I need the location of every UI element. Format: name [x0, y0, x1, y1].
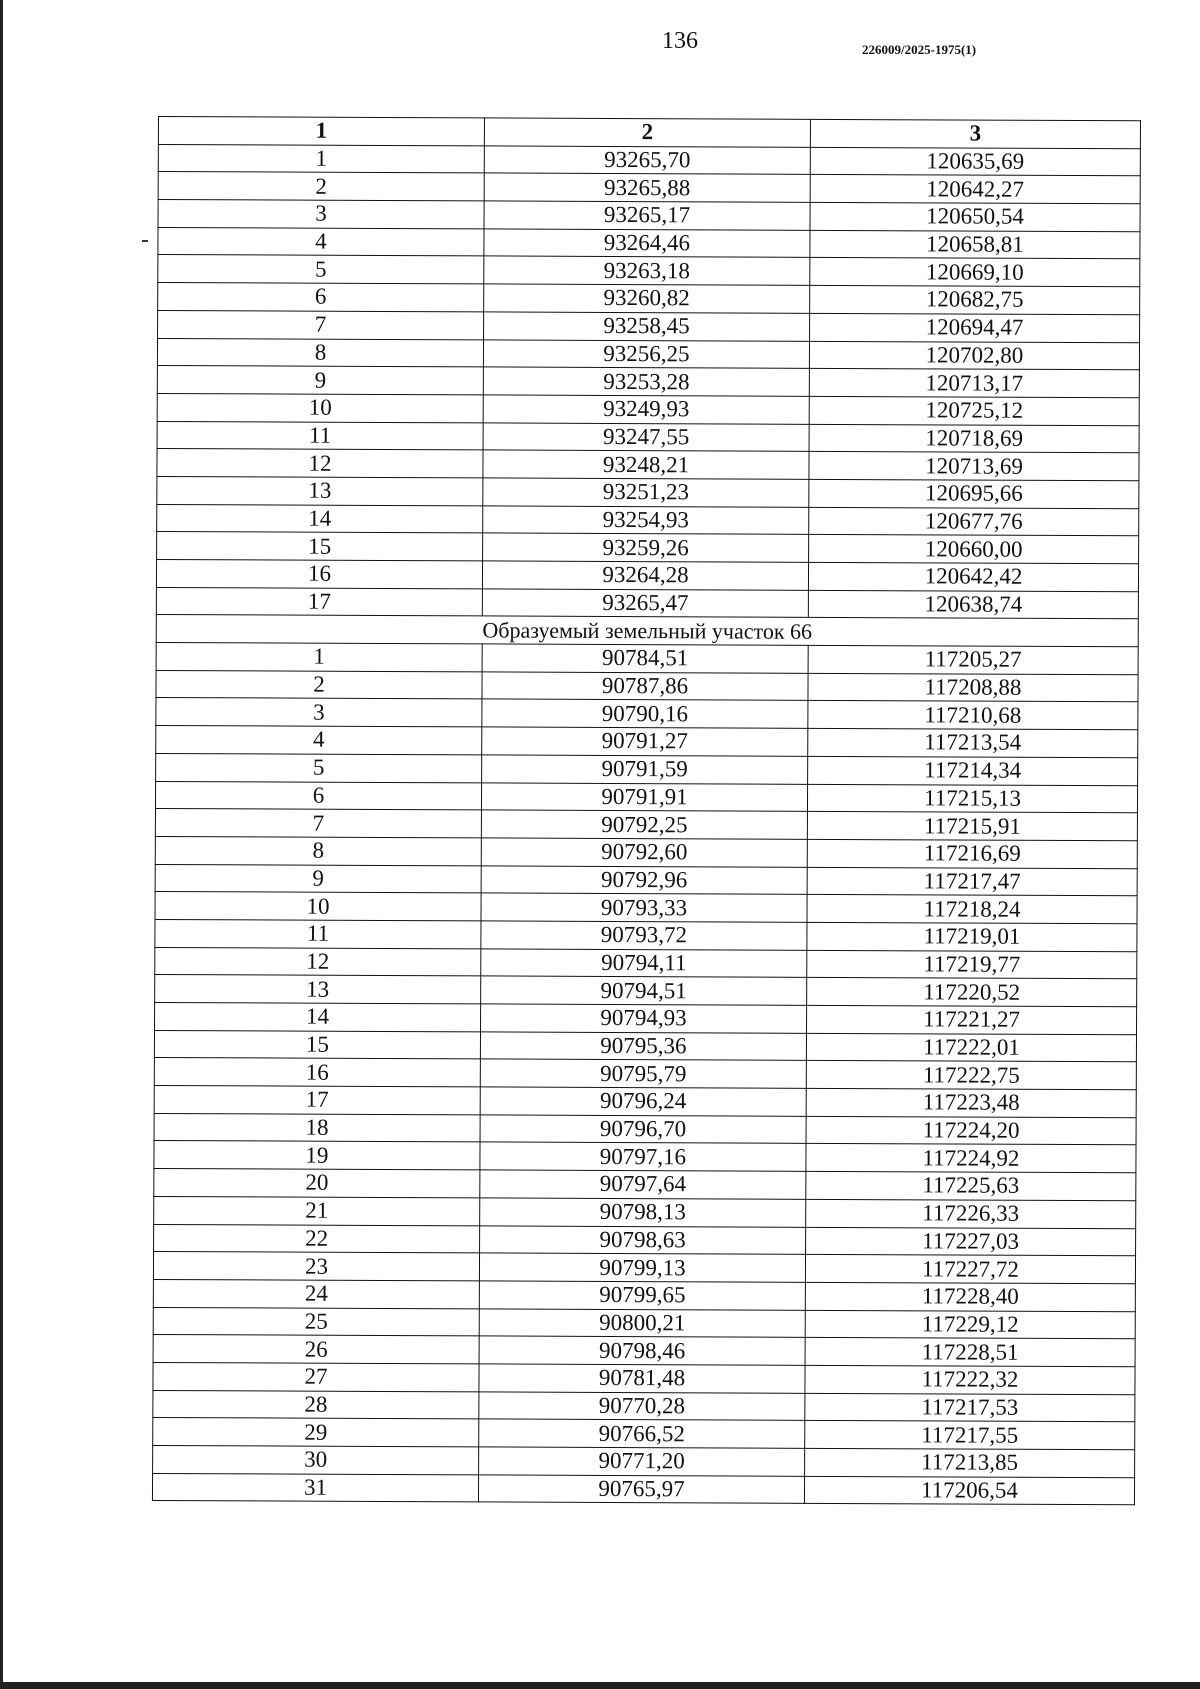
point-number-cell: 15: [154, 1030, 480, 1059]
page-number: 136: [662, 28, 698, 54]
y-coordinate-cell: 117226,33: [806, 1199, 1136, 1228]
table-row: [155, 781, 1137, 813]
table-row: [154, 1196, 1136, 1228]
y-coordinate-cell: 117216,69: [807, 839, 1137, 868]
x-coordinate-cell: 93263,18: [484, 256, 810, 285]
y-coordinate-cell: 117218,24: [807, 895, 1137, 924]
x-coordinate-cell: 93265,17: [484, 201, 810, 230]
x-coordinate-cell: 90800,21: [479, 1308, 805, 1337]
table-row: [152, 1473, 1134, 1505]
document-id: 226009/2025-1975(1): [862, 42, 977, 57]
x-coordinate-cell: 93256,25: [483, 339, 809, 368]
x-coordinate-cell: 90791,91: [481, 782, 807, 811]
x-coordinate-cell: 93265,70: [484, 146, 810, 175]
y-coordinate-cell: 120642,27: [810, 175, 1140, 204]
x-coordinate-cell: 90796,70: [480, 1115, 806, 1144]
y-coordinate-cell: 117206,54: [804, 1476, 1134, 1505]
point-number-cell: 25: [153, 1307, 479, 1336]
x-coordinate-cell: 90797,64: [480, 1170, 806, 1199]
y-coordinate-cell: 117210,68: [808, 701, 1138, 730]
point-number-cell: 13: [155, 975, 481, 1004]
table-row: [156, 643, 1138, 675]
point-number-cell: 31: [152, 1473, 478, 1502]
table-row: [158, 200, 1140, 232]
y-coordinate-cell: 117217,47: [807, 867, 1137, 896]
y-coordinate-cell: 120642,42: [808, 562, 1138, 591]
y-coordinate-cell: 117217,55: [805, 1421, 1135, 1450]
point-number-cell: 12: [155, 947, 481, 976]
point-number-cell: 2: [158, 172, 484, 201]
point-number-cell: 8: [155, 836, 481, 865]
table-row: [158, 310, 1140, 342]
point-number-cell: 29: [153, 1418, 479, 1447]
point-number-cell: 4: [156, 726, 482, 755]
x-coordinate-cell: 90799,65: [479, 1281, 805, 1310]
table-row: [156, 559, 1138, 591]
x-coordinate-cell: 90795,79: [480, 1059, 806, 1088]
point-number-cell: 19: [154, 1141, 480, 1170]
table-row: [155, 975, 1137, 1007]
point-number-cell: 22: [154, 1224, 480, 1253]
table-row: [157, 366, 1139, 398]
table-row: [158, 227, 1140, 259]
y-coordinate-cell: 120650,54: [810, 202, 1140, 231]
scan-edge-left: [0, 0, 3, 1689]
x-coordinate-cell: 90793,72: [481, 921, 807, 950]
table-row: [158, 283, 1140, 315]
table-row: [153, 1252, 1135, 1284]
table-header: [158, 117, 1140, 149]
point-number-cell: 10: [155, 892, 481, 921]
x-coordinate-cell: 93259,26: [483, 533, 809, 562]
table-row: [154, 1141, 1136, 1173]
table-row: [153, 1445, 1135, 1477]
point-number-cell: 12: [157, 449, 483, 478]
x-coordinate-cell: 93264,28: [482, 561, 808, 590]
point-number-cell: 18: [154, 1113, 480, 1142]
y-coordinate-cell: 117224,92: [806, 1144, 1136, 1173]
point-number-cell: 24: [153, 1279, 479, 1308]
y-coordinate-cell: 117219,77: [807, 950, 1137, 979]
table-row: [156, 753, 1138, 785]
point-number-cell: 3: [156, 698, 482, 727]
x-coordinate-cell: 90794,11: [481, 949, 807, 978]
y-coordinate-cell: 120718,69: [809, 424, 1139, 453]
x-coordinate-cell: 93254,93: [483, 506, 809, 535]
y-coordinate-cell: 120725,12: [809, 396, 1139, 425]
x-coordinate-cell: 90797,16: [480, 1142, 806, 1171]
table-row: [155, 809, 1137, 841]
point-number-cell: 28: [153, 1390, 479, 1419]
point-number-cell: 6: [158, 283, 484, 312]
x-coordinate-cell: 90791,59: [482, 755, 808, 784]
x-coordinate-cell: 90790,16: [482, 699, 808, 728]
point-number-cell: 5: [156, 753, 482, 782]
y-coordinate-cell: 117215,13: [807, 784, 1137, 813]
y-coordinate-cell: 117229,12: [805, 1310, 1135, 1339]
point-number-cell: 15: [157, 532, 483, 561]
column-header: 3: [810, 119, 1140, 148]
point-number-cell: 21: [154, 1196, 480, 1225]
point-number-cell: 17: [156, 587, 482, 616]
x-coordinate-cell: 90771,20: [479, 1447, 805, 1476]
y-coordinate-cell: 120713,69: [809, 452, 1139, 481]
point-number-cell: 23: [153, 1252, 479, 1281]
point-number-cell: 11: [155, 919, 481, 948]
table-row: [155, 947, 1137, 979]
table-row: [158, 255, 1140, 287]
y-coordinate-cell: 120658,81: [810, 230, 1140, 259]
y-coordinate-cell: 117225,63: [806, 1171, 1136, 1200]
table-row: [157, 393, 1139, 425]
y-coordinate-cell: 120635,69: [810, 147, 1140, 176]
y-coordinate-cell: 120713,17: [809, 369, 1139, 398]
point-number-cell: 8: [157, 338, 483, 367]
point-number-cell: 1: [156, 643, 482, 672]
point-number-cell: 26: [153, 1335, 479, 1364]
y-coordinate-cell: 117213,85: [805, 1448, 1135, 1477]
x-coordinate-cell: 93253,28: [483, 367, 809, 396]
y-coordinate-cell: 117214,34: [808, 756, 1138, 785]
x-coordinate-cell: 90798,13: [480, 1198, 806, 1227]
table-row: [153, 1335, 1135, 1367]
x-coordinate-cell: 90791,27: [482, 727, 808, 756]
x-coordinate-cell: 93265,88: [484, 173, 810, 202]
y-coordinate-cell: 117208,88: [808, 673, 1138, 702]
x-coordinate-cell: 90792,60: [481, 838, 807, 867]
point-number-cell: 14: [157, 504, 483, 533]
y-coordinate-cell: 117228,40: [805, 1282, 1135, 1311]
table-row: [157, 449, 1139, 481]
x-coordinate-cell: 93258,45: [484, 312, 810, 341]
table-row: [155, 864, 1137, 896]
x-coordinate-cell: 90770,28: [479, 1392, 805, 1421]
table-row: [158, 172, 1140, 204]
table-row: [156, 726, 1138, 758]
table-row: [156, 587, 1138, 619]
point-number-cell: 10: [157, 393, 483, 422]
y-coordinate-cell: 117224,20: [806, 1116, 1136, 1145]
x-coordinate-cell: 90792,25: [481, 810, 807, 839]
table-row: [153, 1418, 1135, 1450]
y-coordinate-cell: 117222,01: [806, 1033, 1136, 1062]
scan-edge-bottom: [0, 1682, 1200, 1689]
point-number-cell: 2: [156, 670, 482, 699]
point-number-cell: 30: [153, 1445, 479, 1474]
y-coordinate-cell: 117222,32: [805, 1365, 1135, 1394]
x-coordinate-cell: 90794,51: [481, 976, 807, 1005]
point-number-cell: 14: [155, 1002, 481, 1031]
table-row: [157, 504, 1139, 536]
y-coordinate-cell: 120660,00: [809, 535, 1139, 564]
x-coordinate-cell: 93265,47: [482, 589, 808, 618]
section-title: Образуемый земельный участок 66: [156, 615, 1138, 647]
x-coordinate-cell: 90796,24: [480, 1087, 806, 1116]
point-number-cell: 4: [158, 227, 484, 256]
x-coordinate-cell: 90766,52: [479, 1419, 805, 1448]
y-coordinate-cell: 117227,72: [805, 1255, 1135, 1284]
table-row: [155, 836, 1137, 868]
coordinates-table: [152, 116, 1141, 1506]
point-number-cell: 27: [153, 1362, 479, 1391]
point-number-cell: 11: [157, 421, 483, 450]
x-coordinate-cell: 90787,86: [482, 672, 808, 701]
point-number-cell: 9: [157, 366, 483, 395]
table-row: [153, 1279, 1135, 1311]
section-row: [156, 615, 1138, 647]
y-coordinate-cell: 117219,01: [807, 922, 1137, 951]
point-number-cell: 20: [154, 1169, 480, 1198]
y-coordinate-cell: 120702,80: [809, 341, 1139, 370]
point-number-cell: 13: [157, 476, 483, 505]
table-row: [158, 144, 1140, 176]
y-coordinate-cell: 117228,51: [805, 1338, 1135, 1367]
x-coordinate-cell: 93248,21: [483, 450, 809, 479]
y-coordinate-cell: 117227,03: [806, 1227, 1136, 1256]
y-coordinate-cell: 117220,52: [807, 978, 1137, 1007]
point-number-cell: 17: [154, 1086, 480, 1115]
x-coordinate-cell: 90793,33: [481, 893, 807, 922]
y-coordinate-cell: 120669,10: [810, 258, 1140, 287]
x-coordinate-cell: 93251,23: [483, 478, 809, 507]
table-row: [155, 919, 1137, 951]
column-header: 1: [158, 117, 484, 146]
table-row: [154, 1169, 1136, 1201]
table-row: [157, 476, 1139, 508]
y-coordinate-cell: 117205,27: [808, 645, 1138, 674]
table-row: [154, 1113, 1136, 1145]
point-number-cell: 9: [155, 864, 481, 893]
point-number-cell: 1: [158, 144, 484, 173]
y-coordinate-cell: 120638,74: [808, 590, 1138, 619]
y-coordinate-cell: 120695,66: [809, 479, 1139, 508]
table-row: [153, 1362, 1135, 1394]
table-row: [154, 1030, 1136, 1062]
point-number-cell: 5: [158, 255, 484, 284]
table-row: [155, 1002, 1137, 1034]
section-row-group: [156, 615, 1138, 647]
x-coordinate-cell: 90794,93: [481, 1004, 807, 1033]
table-row: [156, 698, 1138, 730]
x-coordinate-cell: 93247,55: [483, 422, 809, 451]
y-coordinate-cell: 117213,54: [808, 728, 1138, 757]
y-coordinate-cell: 117215,91: [807, 812, 1137, 841]
x-coordinate-cell: 90798,46: [479, 1336, 805, 1365]
stray-mark: [142, 240, 148, 242]
table-row: [153, 1307, 1135, 1339]
y-coordinate-cell: 117221,27: [807, 1005, 1137, 1034]
x-coordinate-cell: 90798,63: [480, 1225, 806, 1254]
x-coordinate-cell: 90784,51: [482, 644, 808, 673]
x-coordinate-cell: 93260,82: [484, 284, 810, 313]
point-number-cell: 3: [158, 200, 484, 229]
point-number-cell: 7: [158, 310, 484, 339]
y-coordinate-cell: 120677,76: [809, 507, 1139, 536]
x-coordinate-cell: 90792,96: [481, 865, 807, 894]
y-coordinate-cell: 117217,53: [805, 1393, 1135, 1422]
y-coordinate-cell: 117223,48: [806, 1088, 1136, 1117]
point-number-cell: 6: [155, 781, 481, 810]
y-coordinate-cell: 120682,75: [810, 285, 1140, 314]
header-row: [158, 117, 1140, 149]
table-row: [157, 338, 1139, 370]
x-coordinate-cell: 90781,48: [479, 1364, 805, 1393]
x-coordinate-cell: 90795,36: [480, 1032, 806, 1061]
table-row: [157, 421, 1139, 453]
point-number-cell: 7: [155, 809, 481, 838]
table-row: [156, 670, 1138, 702]
point-number-cell: 16: [156, 559, 482, 588]
table-row: [153, 1390, 1135, 1422]
table-row: [154, 1086, 1136, 1118]
column-header: 2: [484, 118, 810, 147]
table-row: [155, 892, 1137, 924]
y-coordinate-cell: 117222,75: [806, 1061, 1136, 1090]
table-row: [154, 1058, 1136, 1090]
table-row: [157, 532, 1139, 564]
x-coordinate-cell: 93249,93: [483, 395, 809, 424]
point-number-cell: 16: [154, 1058, 480, 1087]
table-row: [154, 1224, 1136, 1256]
x-coordinate-cell: 90799,13: [479, 1253, 805, 1282]
x-coordinate-cell: 90765,97: [478, 1475, 804, 1504]
x-coordinate-cell: 93264,46: [484, 229, 810, 258]
y-coordinate-cell: 120694,47: [810, 313, 1140, 342]
table-body-group-2: [152, 643, 1138, 1506]
table-body-group-1: [156, 144, 1140, 619]
